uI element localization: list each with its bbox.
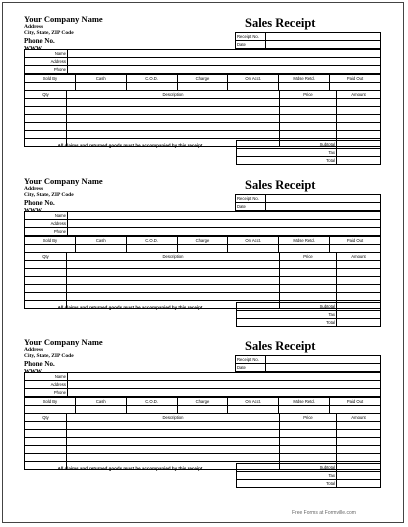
subtotal-field[interactable]: [337, 303, 381, 311]
company-block: [24, 14, 103, 52]
company-phone: Phone No.: [24, 198, 55, 207]
total-label: Total: [237, 157, 337, 165]
item-row: [25, 261, 381, 269]
customer-name-field[interactable]: [68, 373, 381, 381]
receipt-title: Sales Receipt: [245, 339, 316, 353]
total-field[interactable]: [337, 319, 381, 327]
paid-out-header: Paid Out: [330, 237, 381, 245]
qty-cell[interactable]: [25, 293, 67, 301]
date-label: Date: [236, 203, 266, 211]
company-phone: Phone No.: [24, 359, 55, 368]
qty-cell[interactable]: [25, 99, 67, 107]
customer-address-field[interactable]: [68, 220, 381, 228]
paid-out-header: Paid Out: [330, 398, 381, 406]
customer-phone-label: Phone: [25, 389, 68, 397]
company-address: Address: [24, 185, 44, 192]
on-acct-header: On Acct.: [228, 237, 279, 245]
tax-field[interactable]: [337, 311, 381, 319]
item-row: [25, 123, 381, 131]
price-cell[interactable]: [280, 123, 337, 131]
receipt-no-field[interactable]: [266, 33, 381, 41]
receipt-title: Sales Receipt: [245, 178, 316, 192]
sold-by-header: Sold By: [25, 398, 76, 406]
item-row: [25, 115, 381, 123]
customer-phone-label: Phone: [25, 66, 68, 74]
description-cell[interactable]: [67, 115, 280, 123]
customer-address-field[interactable]: [68, 58, 381, 66]
company-name: Your Company Name: [24, 337, 103, 347]
description-cell[interactable]: [67, 269, 280, 277]
amount-header: Amount: [337, 253, 381, 261]
item-row: [25, 422, 381, 430]
on-acct-header: On Acct.: [228, 398, 279, 406]
customer-phone-field[interactable]: [68, 228, 381, 236]
customer-address-label: Address: [25, 58, 68, 66]
amount-cell[interactable]: [337, 430, 381, 438]
company-block: [24, 337, 103, 375]
subtotal-field[interactable]: [337, 464, 381, 472]
receipt-meta-table: [235, 355, 381, 372]
company-city: City, State, ZIP Code: [24, 192, 74, 198]
price-cell[interactable]: [280, 107, 337, 115]
amount-cell[interactable]: [337, 99, 381, 107]
price-cell[interactable]: [280, 446, 337, 454]
amount-cell[interactable]: [337, 107, 381, 115]
description-cell[interactable]: [67, 293, 280, 301]
amount-cell[interactable]: [337, 293, 381, 301]
payment-table: [24, 397, 381, 414]
totals-table: [236, 302, 381, 327]
price-cell[interactable]: [280, 285, 337, 293]
qty-cell[interactable]: [25, 261, 67, 269]
date-field[interactable]: [266, 203, 381, 211]
item-row: [25, 430, 381, 438]
amount-cell[interactable]: [337, 277, 381, 285]
qty-cell[interactable]: [25, 430, 67, 438]
sales-receipt: [0, 176, 408, 346]
qty-cell[interactable]: [25, 277, 67, 285]
item-row: [25, 293, 381, 301]
price-cell[interactable]: [280, 269, 337, 277]
tax-label: Tax: [237, 149, 337, 157]
customer-name-field[interactable]: [68, 212, 381, 220]
company-www: WWW: [24, 45, 42, 52]
totals-table: [236, 463, 381, 488]
company-block: [24, 176, 103, 214]
qty-cell[interactable]: [25, 285, 67, 293]
item-row: [25, 107, 381, 115]
receipt-no-label: Receipt No.: [236, 33, 266, 41]
cod-header: C.O.D.: [126, 398, 177, 406]
price-cell[interactable]: [280, 115, 337, 123]
on-acct-header: On Acct.: [228, 75, 279, 83]
price-cell[interactable]: [280, 422, 337, 430]
item-row: [25, 99, 381, 107]
amount-cell[interactable]: [337, 422, 381, 430]
description-cell[interactable]: [67, 454, 280, 462]
qty-header: Qty: [25, 253, 67, 261]
receipt-meta-table: [235, 194, 381, 211]
company-address: Address: [24, 346, 44, 353]
qty-header: Qty: [25, 91, 67, 99]
amount-cell[interactable]: [337, 285, 381, 293]
tax-label: Tax: [237, 472, 337, 480]
tax-field[interactable]: [337, 472, 381, 480]
date-field[interactable]: [266, 41, 381, 49]
date-field[interactable]: [266, 364, 381, 372]
price-cell[interactable]: [280, 454, 337, 462]
description-cell[interactable]: [67, 123, 280, 131]
item-row: [25, 269, 381, 277]
qty-header: Qty: [25, 414, 67, 422]
customer-address-label: Address: [25, 381, 68, 389]
receipt-no-field[interactable]: [266, 195, 381, 203]
receipt-meta-table: [235, 32, 381, 49]
total-label: Total: [237, 319, 337, 327]
disclaimer-text: All claims and returned goods must be accompanied by this receipt: [57, 305, 203, 310]
item-row: [25, 438, 381, 446]
qty-cell[interactable]: [25, 438, 67, 446]
items-table: [24, 413, 381, 470]
charge-header: Charge: [177, 398, 228, 406]
tax-label: Tax: [237, 311, 337, 319]
cod-header: C.O.D.: [126, 237, 177, 245]
amount-header: Amount: [337, 414, 381, 422]
company-name: Your Company Name: [24, 176, 103, 186]
qty-cell[interactable]: [25, 123, 67, 131]
customer-address-field[interactable]: [68, 381, 381, 389]
description-header: Description: [67, 253, 280, 261]
price-header: Price: [280, 91, 337, 99]
company-name: Your Company Name: [24, 14, 103, 24]
description-header: Description: [67, 414, 280, 422]
customer-name-label: Name: [25, 373, 68, 381]
customer-phone-label: Phone: [25, 228, 68, 236]
amount-cell[interactable]: [337, 446, 381, 454]
cash-header: Cash: [75, 237, 126, 245]
description-cell[interactable]: [67, 438, 280, 446]
company-www: WWW: [24, 207, 42, 214]
description-cell[interactable]: [67, 131, 280, 139]
payment-table: [24, 74, 381, 91]
price-cell[interactable]: [280, 131, 337, 139]
amount-cell[interactable]: [337, 269, 381, 277]
amount-cell[interactable]: [337, 115, 381, 123]
mdse-retd-header: Mdse Retd.: [279, 237, 330, 245]
subtotal-field[interactable]: [337, 141, 381, 149]
receipt-title: Sales Receipt: [245, 16, 316, 30]
item-row: [25, 131, 381, 139]
tax-field[interactable]: [337, 149, 381, 157]
customer-name-field[interactable]: [68, 50, 381, 58]
price-header: Price: [280, 414, 337, 422]
footer-credit: Free Forms at Formville.com: [292, 510, 356, 516]
sales-receipt: [0, 337, 408, 507]
item-row: [25, 285, 381, 293]
receipt-no-label: Receipt No.: [236, 195, 266, 203]
qty-cell[interactable]: [25, 454, 67, 462]
company-phone: Phone No.: [24, 36, 55, 45]
customer-table: [24, 372, 381, 397]
company-address: Address: [24, 23, 44, 30]
company-city: City, State, ZIP Code: [24, 30, 74, 36]
total-label: Total: [237, 480, 337, 488]
company-city: City, State, ZIP Code: [24, 353, 74, 359]
disclaimer-text: All claims and returned goods must be accompanied by this receipt: [57, 143, 203, 148]
qty-cell[interactable]: [25, 107, 67, 115]
disclaimer-text: All claims and returned goods must be accompanied by this receipt: [57, 466, 203, 471]
item-row: [25, 454, 381, 462]
cod-header: C.O.D.: [126, 75, 177, 83]
description-cell[interactable]: [67, 99, 280, 107]
price-cell[interactable]: [280, 261, 337, 269]
price-header: Price: [280, 253, 337, 261]
mdse-retd-header: Mdse Retd.: [279, 75, 330, 83]
price-cell[interactable]: [280, 430, 337, 438]
qty-cell[interactable]: [25, 131, 67, 139]
receipt-no-field[interactable]: [266, 356, 381, 364]
total-field[interactable]: [337, 480, 381, 488]
amount-cell[interactable]: [337, 123, 381, 131]
description-cell[interactable]: [67, 107, 280, 115]
description-cell[interactable]: [67, 446, 280, 454]
subtotal-label: Subtotal: [237, 141, 337, 149]
customer-table: [24, 211, 381, 236]
amount-cell[interactable]: [337, 454, 381, 462]
qty-cell[interactable]: [25, 115, 67, 123]
description-cell[interactable]: [67, 285, 280, 293]
date-label: Date: [236, 41, 266, 49]
date-label: Date: [236, 364, 266, 372]
price-cell[interactable]: [280, 277, 337, 285]
description-cell[interactable]: [67, 277, 280, 285]
customer-name-label: Name: [25, 50, 68, 58]
charge-header: Charge: [177, 237, 228, 245]
qty-cell[interactable]: [25, 422, 67, 430]
customer-table: [24, 49, 381, 74]
total-field[interactable]: [337, 157, 381, 165]
paid-out-header: Paid Out: [330, 75, 381, 83]
amount-cell[interactable]: [337, 438, 381, 446]
customer-phone-field[interactable]: [68, 389, 381, 397]
price-cell[interactable]: [280, 293, 337, 301]
price-cell[interactable]: [280, 99, 337, 107]
items-table: [24, 252, 381, 309]
customer-phone-field[interactable]: [68, 66, 381, 74]
subtotal-label: Subtotal: [237, 464, 337, 472]
sold-by-header: Sold By: [25, 237, 76, 245]
customer-address-label: Address: [25, 220, 68, 228]
charge-header: Charge: [177, 75, 228, 83]
price-cell[interactable]: [280, 438, 337, 446]
sold-by-header: Sold By: [25, 75, 76, 83]
mdse-retd-header: Mdse Retd.: [279, 398, 330, 406]
totals-table: [236, 140, 381, 165]
cash-header: Cash: [75, 75, 126, 83]
items-table: [24, 90, 381, 147]
sales-receipt: [0, 14, 408, 184]
customer-name-label: Name: [25, 212, 68, 220]
description-header: Description: [67, 91, 280, 99]
qty-cell[interactable]: [25, 446, 67, 454]
subtotal-label: Subtotal: [237, 303, 337, 311]
qty-cell[interactable]: [25, 269, 67, 277]
item-row: [25, 446, 381, 454]
item-row: [25, 277, 381, 285]
amount-header: Amount: [337, 91, 381, 99]
receipt-no-label: Receipt No.: [236, 356, 266, 364]
cash-header: Cash: [75, 398, 126, 406]
company-www: WWW: [24, 368, 42, 375]
description-cell[interactable]: [67, 261, 280, 269]
payment-table: [24, 236, 381, 253]
description-cell[interactable]: [67, 430, 280, 438]
amount-cell[interactable]: [337, 261, 381, 269]
amount-cell[interactable]: [337, 131, 381, 139]
description-cell[interactable]: [67, 422, 280, 430]
